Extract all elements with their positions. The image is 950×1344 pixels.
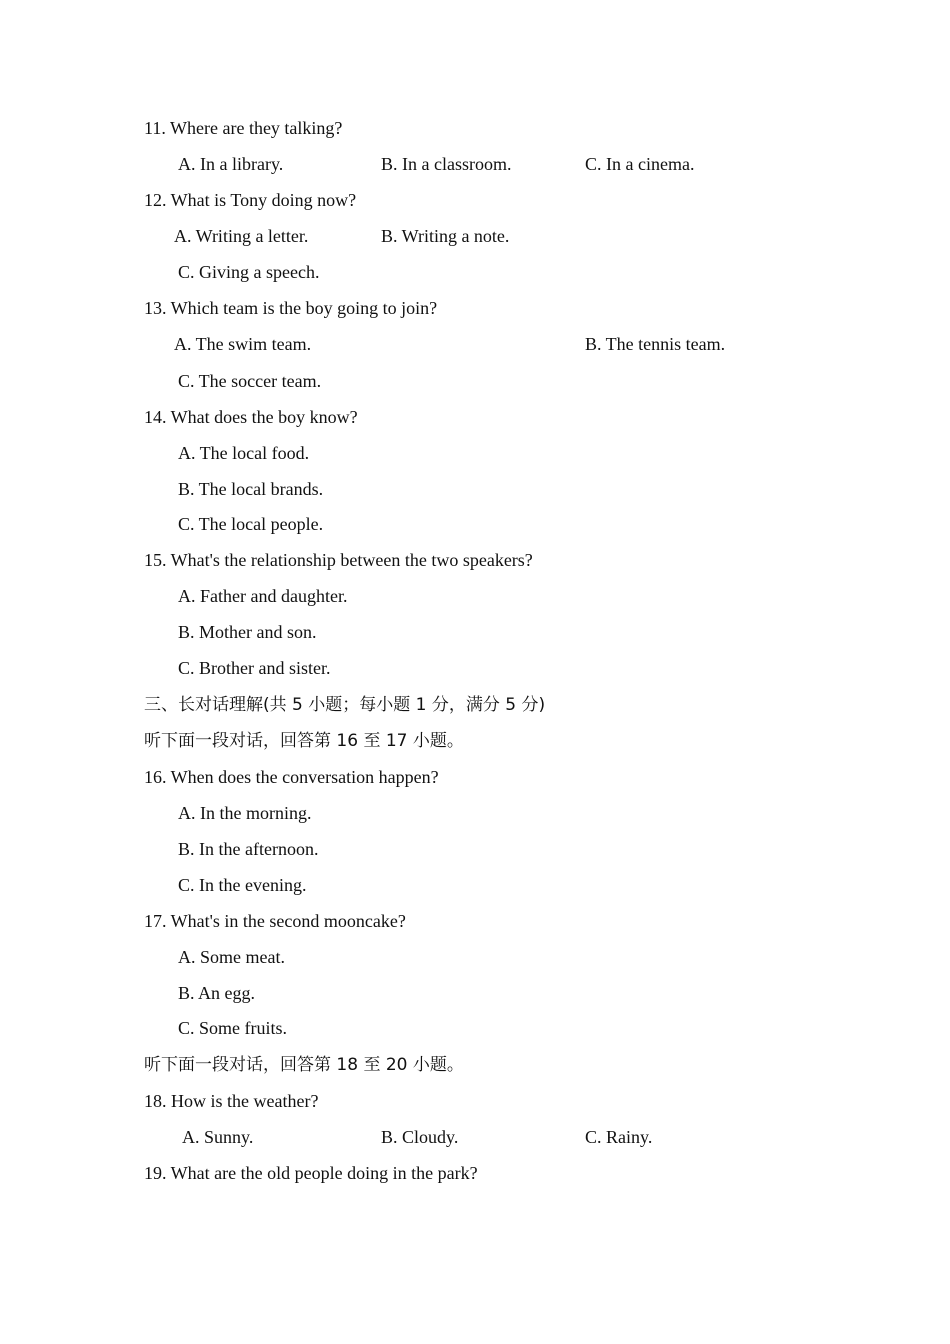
q14-option-c: C. The local people. <box>178 514 324 534</box>
q15-option-c: C. Brother and sister. <box>178 658 331 678</box>
q14-option-b: B. The local brands. <box>178 479 324 499</box>
q11-option-c: C. In a cinema. <box>585 154 695 174</box>
q18-option-c: C. Rainy. <box>585 1127 653 1147</box>
q12-option-c: C. Giving a speech. <box>178 262 320 282</box>
section-3-instruction-16-17: 听下面一段对话，回答第 16 至 17 小题。 <box>144 731 464 751</box>
q13-option-c: C. The soccer team. <box>178 371 322 391</box>
q17-option-c: C. Some fruits. <box>178 1018 288 1038</box>
q17-option-a: A. Some meat. <box>178 947 285 967</box>
q12-option-a: A. Writing a letter. <box>174 226 309 246</box>
section-3-instruction-18-20: 听下面一段对话，回答第 18 至 20 小题。 <box>144 1055 464 1075</box>
question-11: 11. Where are they talking? <box>144 118 343 138</box>
q16-option-c: C. In the evening. <box>178 875 307 895</box>
question-12: 12. What is Tony doing now? <box>144 190 357 210</box>
q15-option-b: B. Mother and son. <box>178 622 317 642</box>
question-15: 15. What's the relationship between the two speakers? <box>144 550 533 570</box>
question-13: 13. Which team is the boy going to join? <box>144 298 438 318</box>
q11-option-a: A. In a library. <box>178 154 284 174</box>
question-16: 16. When does the conversation happen? <box>144 767 439 787</box>
q17-option-b: B. An egg. <box>178 983 256 1003</box>
q18-option-a: A. Sunny. <box>182 1127 254 1147</box>
q18-option-b: B. Cloudy. <box>381 1127 459 1147</box>
q16-option-b: B. In the afternoon. <box>178 839 319 859</box>
q15-option-a: A. Father and daughter. <box>178 586 348 606</box>
q14-option-a: A. The local food. <box>178 443 310 463</box>
q11-option-b: B. In a classroom. <box>381 154 512 174</box>
q13-option-a: A. The swim team. <box>174 334 312 354</box>
question-17: 17. What's in the second mooncake? <box>144 911 406 931</box>
q12-option-b: B. Writing a note. <box>381 226 510 246</box>
question-14: 14. What does the boy know? <box>144 407 358 427</box>
question-18: 18. How is the weather? <box>144 1091 319 1111</box>
question-19: 19. What are the old people doing in the park? <box>144 1163 478 1183</box>
q16-option-a: A. In the morning. <box>178 803 312 823</box>
section-3-heading: 三、长对话理解(共 5 小题；每小题 1 分，满分 5 分) <box>144 695 546 715</box>
q13-option-b: B. The tennis team. <box>585 334 726 354</box>
